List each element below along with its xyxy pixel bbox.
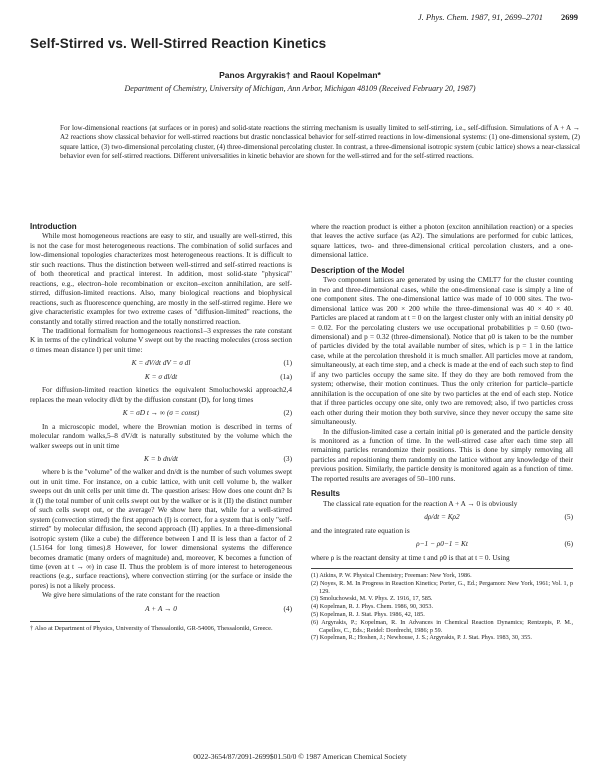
page-number: 2699 bbox=[561, 12, 578, 22]
references bbox=[311, 568, 573, 642]
paragraph: where the reaction product is either a photon (exciton annihilation reaction) or a species that leaves the active surface (as A2). The simulations are performed for cubic lattices, square lattices, two- and three-dimensional critical percolation clusters, and a one-dimensional lattice. bbox=[311, 222, 573, 260]
results-heading: Results bbox=[311, 489, 340, 499]
paragraph: where b is the "volume" of the walker and dn/dt is the number of such volumes swept out in unit time. For instance, on a cubic lattice, with unit cell volume b, the walker sweeps out dn unit cells per unit time dt. The question arises: How does one count dn? Is it (I) the total number of unit cells swept out by the walker or is it (II) the distinct number of such cells swept out, or the average? We show here that, while for a well-stirred system (convection stirred) the first approach (I) is correct, for a system that is only "self-stirred" by molecular diffusion, the second approach (II) applies. In a three-dimensional isotropic system (like a cube) the difference between I and II is less than a factor of 2 (1.5164 for long times).8 However, for lower dimensional systems the difference becomes dramatic (many orders of magnitude) and, moreover, K becomes a function of time (even at t → ∞) in case II. Thus the problem is of more interest to heterogeneous reactions (e.g., surface reactions), where convection stirring (or the surface or inside the pores) is not a likely process. bbox=[30, 467, 292, 590]
reference-item: (1) Atkins, P. W. Physical Chemistry; Freeman: New York, 1986. bbox=[311, 571, 472, 579]
paragraph: We give here simulations of the rate constant for the reaction bbox=[42, 590, 220, 600]
paragraph: The classical rate equation for the reaction A + A → 0 is obviously bbox=[323, 498, 518, 508]
paragraph: The traditional formalism for homogeneous reactions1–3 expresses the rate constant K in terms of the cylindrical volume V swept out by the reacting molecules (cross section σ times mean distance l) per unit time: bbox=[30, 325, 292, 354]
model-heading: Description of the Model bbox=[311, 265, 405, 275]
equation-5: dρ/dt = Kρ2 (5) bbox=[424, 512, 573, 522]
paragraph: Two component lattices are generated by using the CMLT7 for the cluster counting in two and three-dimensional cases, while the one-dimensional case is simply a line of one component sites. The one-dimensional lattice was made of 10 000 sites. The two-dimensional lattice was 200 × 200 while the three-dimensional was 40 × 40 × 40. Particles are placed at random at t = 0 on the largest cluster only with an initial density ρ0 = 0.02. For the percolating clusters we use occupational probabilities p = 0.60 (two-dimensional) and p = 0.32 (three-dimensional). Notice that ρ0 is taken to be the number of particles divided by the total available number of sites, which is p = 1 in the lattice case, while at the percolation threshold it is much smaller. All particles move at random, simultaneously, at each time step, and a check is made at the end of each such step to find if any two particles occupy the same site. If they do they are both removed from the system; otherwise, their motion continues. Thus the only criterion for particle–particle annihilation is the occupation of one site by two particles at the end of each step. Notice that if three particles occupy one site, only two are removed; also, if two particles cross each other during their motion they both survive, since they never occupy the same site simultaneously. bbox=[311, 275, 573, 427]
article-title: Self-Stirred vs. Well-Stirred Reaction Kinetics bbox=[30, 36, 327, 51]
right-column bbox=[311, 222, 573, 642]
footnote: † Also at Department of Physics, University of Thessaloniki, GR-54006, Thessaloniki, Greece. bbox=[30, 625, 273, 633]
paragraph: In the diffusion-limited case a certain initial ρ0 is generated and the particle density is monitored as a function of time. In the well-stirred case after each time step all remaining particles rerandomize their positions. This is done by simply removing all particles and repositioning them randomly on the lattice without any knowledge of their previous position. Similarly, the particle density is monitored again as a function of time. The reported results are averages of 50–100 runs. bbox=[311, 426, 573, 483]
equation-1a: K = σ dl/dt (1a) bbox=[144, 371, 292, 381]
reference-item: (4) Kopelman, R. J. Phys. Chem. 1986, 90, 3053. bbox=[311, 603, 434, 611]
introduction-heading: Introduction bbox=[30, 222, 77, 231]
reference-item: (6) Argyrakis, P.; Kopelman, R. In Advances in Chemical Reaction Dynamics; Rentzepis, P. M., Capellos, C., Eds.; Reidel: Dordrecht, 1986; p 59. bbox=[311, 618, 573, 634]
journal-citation: J. Phys. Chem. 1987, 91, 2699–2701 bbox=[417, 12, 543, 22]
equation-6: ρ−1 − ρ0−1 = Kt (6) bbox=[416, 539, 573, 549]
paragraph: For diffusion-limited reaction kinetics the equivalent Smoluchowski approach2,4 replaces the mean velocity dl/dt by the diffusion constant (D), for long times bbox=[30, 385, 292, 404]
authors: Panos Argyrakis† and Raoul Kopelman* bbox=[219, 70, 381, 80]
reference-item: (3) Smoluchowski, M. V. Phys. Z. 1916, 17, 585. bbox=[311, 595, 433, 603]
paragraph: In a microscopic model, where the Brownian motion is described in terms of molecular random walks,5–8 dV/dt is naturally substituted by the volume which the walker sweeps out in unit time bbox=[30, 421, 292, 450]
reference-item: (2) Noyes, R. M. In Progress in Reaction Kinetics; Porter, G., Ed.; Pergamon: New York, 1961; Vol. 1, p 129. bbox=[311, 579, 573, 595]
paragraph: and the integrated rate equation is bbox=[311, 525, 410, 535]
left-column bbox=[30, 222, 292, 633]
equation-1: K = dV/dt dV = σ dl (1) bbox=[131, 358, 292, 368]
abstract: For low-dimensional reactions (at surfaces or in pores) and solid-state reactions the stirring mechanism is usually limited to self-stirring, i.e., self-diffusion. Simulations of A + A → A2 reactions show classical behavior for well-stirred reactions but drastic nonclassical behavior for self-stirred reactions in low-dimensional systems: (1) one-dimensional system, (2) square lattice, (3) two-dimensional percolating cluster, (4) three-dimensional percolating cluster. In contrast, a three-dimensional isotropic system (cubic lattice) shows a near-classical behavior even for self-stirred reactions. Different universalities in kinetic behavior are shown for the well-stirred and for the self-stirred reactions. bbox=[60, 124, 580, 160]
paragraph: While most homogeneous reactions are easy to stir, and usually are well-stirred, this is not the case for most heterogeneous reactions. The combination of solid surfaces and low-dimensional topologies characterizes most heterogeneous reactions. It is difficult to stir such reactions. Thus the distinction between well-stirred and self-stirred reactions is of both theoretical and practical interest. In addition, most solid-state "physical" reactions, e.g., electron–hole recombination or exciton–exciton annihilation, are self-stirred, diffusion-limited reactions. Also, many biological reactions and biophysical reactions, such as fluorescence quenching, are mostly in the self-stirred regime. Here we give characteristic examples for two extreme cases of "diffusion-limited" reactions, the constantly and totally stirred reaction and the totally nonstirred reaction. bbox=[30, 231, 292, 326]
copyright-line: 0022-3654/87/2091-2699$01.50/0 © 1987 American Chemical Society bbox=[193, 752, 407, 761]
running-header bbox=[418, 12, 578, 22]
equation-4: A + A → 0 (4) bbox=[145, 603, 292, 613]
affiliation: Department of Chemistry, University of Michigan, Ann Arbor, Michigan 48109 (Received February 20, 1987) bbox=[124, 84, 476, 93]
footnote-rule bbox=[30, 621, 100, 622]
reference-item: (5) Kopelman, R. J. Stat. Phys. 1986, 42, 185. bbox=[311, 610, 425, 618]
reference-item: (7) Kopelman, R.; Hoshen, J.; Newhouse, J. S.; Argyrakis, P. J. Stat. Phys. 1983, 30, 355. bbox=[311, 634, 532, 642]
equation-3: K = b dn/dt (3) bbox=[144, 453, 292, 463]
paragraph: where ρ is the reactant density at time t and ρ0 is that at t = 0. Using bbox=[311, 552, 510, 562]
equation-2: K = σD t → ∞ (σ = const) (2) bbox=[122, 408, 292, 418]
